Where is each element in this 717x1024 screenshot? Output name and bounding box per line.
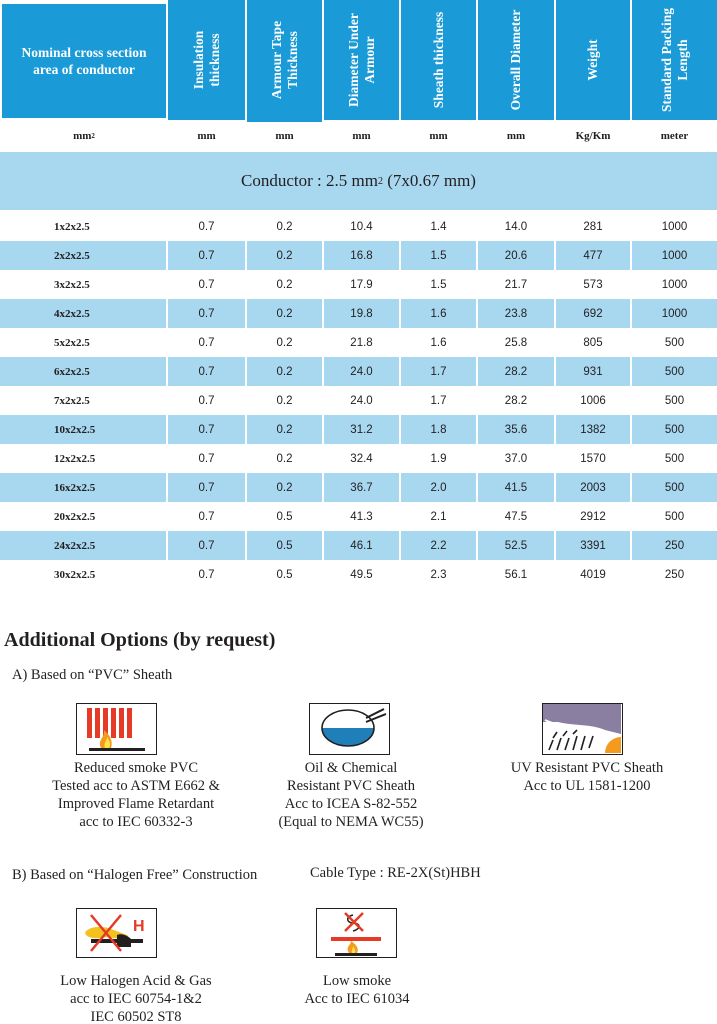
column-separator xyxy=(554,415,556,444)
table-cell: 37.0 xyxy=(504,452,528,465)
header-row xyxy=(0,0,717,120)
table-cell: 0.2 xyxy=(276,481,293,494)
unit-cell: meter xyxy=(660,130,689,142)
column-separator xyxy=(399,531,401,560)
caption-line: Resistant PVC Sheath xyxy=(286,778,416,794)
column-separator xyxy=(245,531,247,560)
row-cable-size: 30x2x2.5 xyxy=(54,568,96,581)
header-insulation xyxy=(168,0,245,120)
unit-cell: mm xyxy=(275,130,294,142)
low-smoke-icon xyxy=(316,908,397,958)
table-row xyxy=(0,299,717,328)
table-cell: 573 xyxy=(583,278,603,291)
caption-line: Low Halogen Acid & Gas xyxy=(60,973,212,989)
table-row xyxy=(0,241,717,270)
table-cell: 0.2 xyxy=(276,423,293,436)
table-row xyxy=(0,386,717,415)
unit-cell xyxy=(2,122,166,150)
table-cell: 500 xyxy=(664,481,685,494)
table-cell: 0.7 xyxy=(198,539,215,552)
table-cell: 0.7 xyxy=(198,249,215,262)
column-separator xyxy=(476,357,478,386)
table-cell: 1000 xyxy=(661,307,688,320)
table-row xyxy=(0,328,717,357)
row-cable-size: 3x2x2.5 xyxy=(54,278,90,291)
column-separator xyxy=(399,299,401,328)
reduced-smoke-icon xyxy=(76,703,157,755)
table-cell: 36.7 xyxy=(350,481,373,494)
caption-line: Improved Flame Retardant xyxy=(57,796,215,812)
low-halogen-icon xyxy=(76,908,157,958)
column-separator xyxy=(245,357,247,386)
column-separator xyxy=(630,299,632,328)
table-cell: 25.8 xyxy=(504,336,528,349)
table-cell: 0.7 xyxy=(198,452,215,465)
column-separator xyxy=(166,415,168,444)
caption-line: acc to IEC 60332-3 xyxy=(79,814,193,830)
section-b-label: B) Based on “Halogen Free” Construction xyxy=(12,867,258,883)
table-cell: 1382 xyxy=(580,423,606,436)
column-separator xyxy=(554,299,556,328)
column-separator xyxy=(554,531,556,560)
caption-line: Reduced smoke PVC xyxy=(73,760,199,776)
table-cell: 16.8 xyxy=(350,249,373,262)
table-cell: 28.2 xyxy=(504,365,528,378)
uv-resistant-icon xyxy=(542,703,623,755)
table-cell: 46.1 xyxy=(350,539,373,552)
table-cell: 1.7 xyxy=(430,394,447,407)
table-cell: 21.8 xyxy=(350,336,373,349)
column-separator xyxy=(554,473,556,502)
table-cell: 56.1 xyxy=(504,568,528,581)
header-overall-diameter xyxy=(478,0,554,120)
header-weight-label: Weight xyxy=(585,39,600,81)
table-cell: 0.7 xyxy=(198,336,215,349)
row-cable-size: 12x2x2.5 xyxy=(54,452,96,465)
table-cell: 500 xyxy=(664,394,685,407)
row-cable-size: 16x2x2.5 xyxy=(54,481,96,494)
column-separator xyxy=(630,357,632,386)
table-cell: 1.4 xyxy=(430,220,447,233)
unit-cell: mm xyxy=(352,130,371,142)
table-cell: 1000 xyxy=(661,249,688,262)
table-cell: 1.6 xyxy=(430,336,447,349)
table-cell: 0.7 xyxy=(198,278,215,291)
table-cell: 31.2 xyxy=(350,423,373,436)
column-separator xyxy=(166,241,168,270)
column-separator xyxy=(322,241,324,270)
table-row xyxy=(0,357,717,386)
table-cell: 0.7 xyxy=(198,510,215,523)
row-cable-size: 2x2x2.5 xyxy=(54,249,90,262)
caption-line: Acc to UL 1581-1200 xyxy=(523,778,651,794)
header-cross-section xyxy=(2,4,166,118)
column-separator xyxy=(476,473,478,502)
unit-cell: mm xyxy=(429,130,448,142)
header-packing-length xyxy=(632,0,717,120)
caption-line: Oil & Chemical xyxy=(304,760,398,776)
column-separator xyxy=(245,415,247,444)
column-separator xyxy=(476,415,478,444)
column-separator xyxy=(245,241,247,270)
table-row xyxy=(0,473,717,502)
row-cable-size: 6x2x2.5 xyxy=(54,365,90,378)
header-cross-section-label: Nominal cross section area of conductor xyxy=(21,45,147,77)
table-cell: 1000 xyxy=(661,278,688,291)
caption-line: UV Resistant PVC Sheath xyxy=(510,760,664,776)
table-cell: 1.5 xyxy=(430,278,447,291)
unit-cell: mm xyxy=(197,130,216,142)
row-cable-size: 20x2x2.5 xyxy=(54,510,96,523)
table-cell: 692 xyxy=(583,307,603,320)
header-overall-diameter-label: Overall Diameter xyxy=(508,9,523,111)
table-cell: 0.5 xyxy=(276,510,293,523)
table-cell: 250 xyxy=(664,568,685,581)
table-cell: 500 xyxy=(664,510,685,523)
table-cell: 10.4 xyxy=(350,220,373,233)
header-insulation-label: Insulation thickness xyxy=(190,30,222,90)
oil-chemical-icon xyxy=(309,703,390,755)
column-separator xyxy=(322,299,324,328)
table-cell: 0.5 xyxy=(276,568,293,581)
conductor-superscript: 2 xyxy=(377,175,383,187)
table-cell: 931 xyxy=(583,365,603,378)
unit-cell: Kg/Km xyxy=(575,130,611,142)
header-sheath xyxy=(401,0,476,120)
column-separator xyxy=(166,531,168,560)
column-separator xyxy=(166,473,168,502)
table-cell: 0.7 xyxy=(198,423,215,436)
column-separator xyxy=(166,299,168,328)
table-cell: 41.5 xyxy=(504,481,528,494)
column-separator xyxy=(399,473,401,502)
low-smoke-caption xyxy=(242,972,472,1008)
header-diameter-under-armour-label: Diameter Under Armour xyxy=(345,13,377,107)
unit-superscript: 2 xyxy=(91,132,95,140)
table-row xyxy=(0,502,717,531)
column-separator xyxy=(630,415,632,444)
header-diameter-under-armour xyxy=(324,0,399,120)
table-row xyxy=(0,444,717,473)
row-cable-size: 24x2x2.5 xyxy=(54,539,96,552)
table-cell: 0.2 xyxy=(276,249,293,262)
table-cell: 2003 xyxy=(580,481,606,494)
low-halogen-caption xyxy=(21,972,251,1024)
table-cell: 0.2 xyxy=(276,220,293,233)
table-row xyxy=(0,560,717,589)
table-cell: 1000 xyxy=(661,220,688,233)
table-cell: 20.6 xyxy=(504,249,528,262)
column-separator xyxy=(476,299,478,328)
table-cell: 1.7 xyxy=(430,365,447,378)
table-cell: 19.8 xyxy=(350,307,373,320)
row-cable-size: 5x2x2.5 xyxy=(54,336,90,349)
table-cell: 500 xyxy=(664,452,685,465)
table-cell: 0.2 xyxy=(276,452,293,465)
column-separator xyxy=(322,357,324,386)
table-cell: 23.8 xyxy=(504,307,528,320)
table-row xyxy=(0,531,717,560)
table-cell: 0.7 xyxy=(198,394,215,407)
caption-line: acc to IEC 60754-1&2 xyxy=(70,991,202,1007)
table-cell: 24.0 xyxy=(350,394,373,407)
table-cell: 0.2 xyxy=(276,278,293,291)
table-cell: 0.7 xyxy=(198,365,215,378)
column-separator xyxy=(554,357,556,386)
caption-line: (Equal to NEMA WC55) xyxy=(278,814,424,830)
caption-line: IEC 60502 ST8 xyxy=(90,1009,182,1024)
conductor-label: Conductor : 2.5 mm xyxy=(241,171,378,190)
table-cell: 3391 xyxy=(580,539,606,552)
table-cell: 805 xyxy=(583,336,603,349)
column-separator xyxy=(399,241,401,270)
column-separator xyxy=(166,357,168,386)
column-separator xyxy=(476,241,478,270)
table-cell: 0.2 xyxy=(276,394,293,407)
column-separator xyxy=(322,531,324,560)
halogen-letter: H xyxy=(133,918,145,935)
column-separator xyxy=(554,241,556,270)
table-cell: 0.5 xyxy=(276,539,293,552)
table-cell: 1570 xyxy=(580,452,606,465)
row-cable-size: 7x2x2.5 xyxy=(54,394,90,407)
reduced-smoke-caption xyxy=(21,759,251,831)
oil-chemical-caption xyxy=(236,759,466,831)
table-cell: 0.7 xyxy=(198,307,215,320)
table-cell: 281 xyxy=(583,220,603,233)
caption-line: Acc to IEC 61034 xyxy=(304,991,410,1007)
caption-line: Low smoke xyxy=(322,973,392,989)
cable-type-label: Cable Type : RE-2X(St)HBH xyxy=(310,865,481,881)
caption-line: Acc to ICEA S-82-552 xyxy=(284,796,418,812)
column-separator xyxy=(322,415,324,444)
table-cell: 28.2 xyxy=(504,394,528,407)
table-cell: 14.0 xyxy=(504,220,528,233)
table-cell: 24.0 xyxy=(350,365,373,378)
table-cell: 0.2 xyxy=(276,365,293,378)
unit-row xyxy=(0,122,717,150)
column-separator xyxy=(476,531,478,560)
column-separator xyxy=(245,473,247,502)
table-cell: 500 xyxy=(664,423,685,436)
conductor-suffix: (7x0.67 mm) xyxy=(382,171,476,190)
row-cable-size: 10x2x2.5 xyxy=(54,423,96,436)
column-separator xyxy=(630,241,632,270)
table-cell: 1.8 xyxy=(430,423,447,436)
table-cell: 2912 xyxy=(580,510,606,523)
column-separator xyxy=(399,415,401,444)
table-cell: 1.5 xyxy=(430,249,447,262)
section-a-label: A) Based on “PVC” Sheath xyxy=(12,667,173,683)
table-cell: 1006 xyxy=(580,394,606,407)
table-cell: 47.5 xyxy=(504,510,528,523)
table-cell: 477 xyxy=(583,249,603,262)
table-cell: 500 xyxy=(664,336,685,349)
caption-line: Tested acc to ASTM E662 & xyxy=(52,778,220,794)
table-row xyxy=(0,270,717,299)
table-cell: 21.7 xyxy=(504,278,528,291)
column-separator xyxy=(322,473,324,502)
header-weight xyxy=(556,0,630,120)
table-cell: 0.7 xyxy=(198,481,215,494)
header-packing-length-label: Standard Packing Length xyxy=(658,8,690,112)
table-cell: 32.4 xyxy=(350,452,373,465)
table-cell: 500 xyxy=(664,365,685,378)
table-row xyxy=(0,415,717,444)
table-cell: 41.3 xyxy=(350,510,373,523)
conductor-band xyxy=(0,152,717,210)
table-cell: 1.9 xyxy=(430,452,447,465)
table-cell: 2.2 xyxy=(430,539,447,552)
table-cell: 0.7 xyxy=(198,568,215,581)
header-armour-tape xyxy=(247,0,322,122)
column-separator xyxy=(399,357,401,386)
table-cell: 4019 xyxy=(580,568,606,581)
table-cell: 2.3 xyxy=(430,568,447,581)
row-cable-size: 4x2x2.5 xyxy=(54,307,90,320)
table-cell: 17.9 xyxy=(350,278,373,291)
table-cell: 2.0 xyxy=(430,481,447,494)
column-separator xyxy=(630,473,632,502)
additional-options-title: Additional Options (by request) xyxy=(4,629,276,651)
table-cell: 52.5 xyxy=(504,539,528,552)
table-row xyxy=(0,212,717,241)
table-cell: 35.6 xyxy=(504,423,528,436)
table-cell: 0.2 xyxy=(276,307,293,320)
table-cell: 0.2 xyxy=(276,336,293,349)
table-cell: 49.5 xyxy=(350,568,373,581)
table-cell: 2.1 xyxy=(430,510,447,523)
row-cable-size: 1x2x2.5 xyxy=(54,220,90,233)
table-cell: 0.7 xyxy=(198,220,215,233)
column-separator xyxy=(630,531,632,560)
unit-cell: mm xyxy=(506,130,526,142)
table-cell: 1.6 xyxy=(430,307,447,320)
uv-resistant-caption xyxy=(472,759,702,795)
header-sheath-label: Sheath thickness xyxy=(430,11,446,109)
header-armour-tape-label: Armour Tape Thickness xyxy=(268,20,300,100)
table-cell: 250 xyxy=(664,539,685,552)
unit-text: mm xyxy=(73,130,92,142)
column-separator xyxy=(245,299,247,328)
